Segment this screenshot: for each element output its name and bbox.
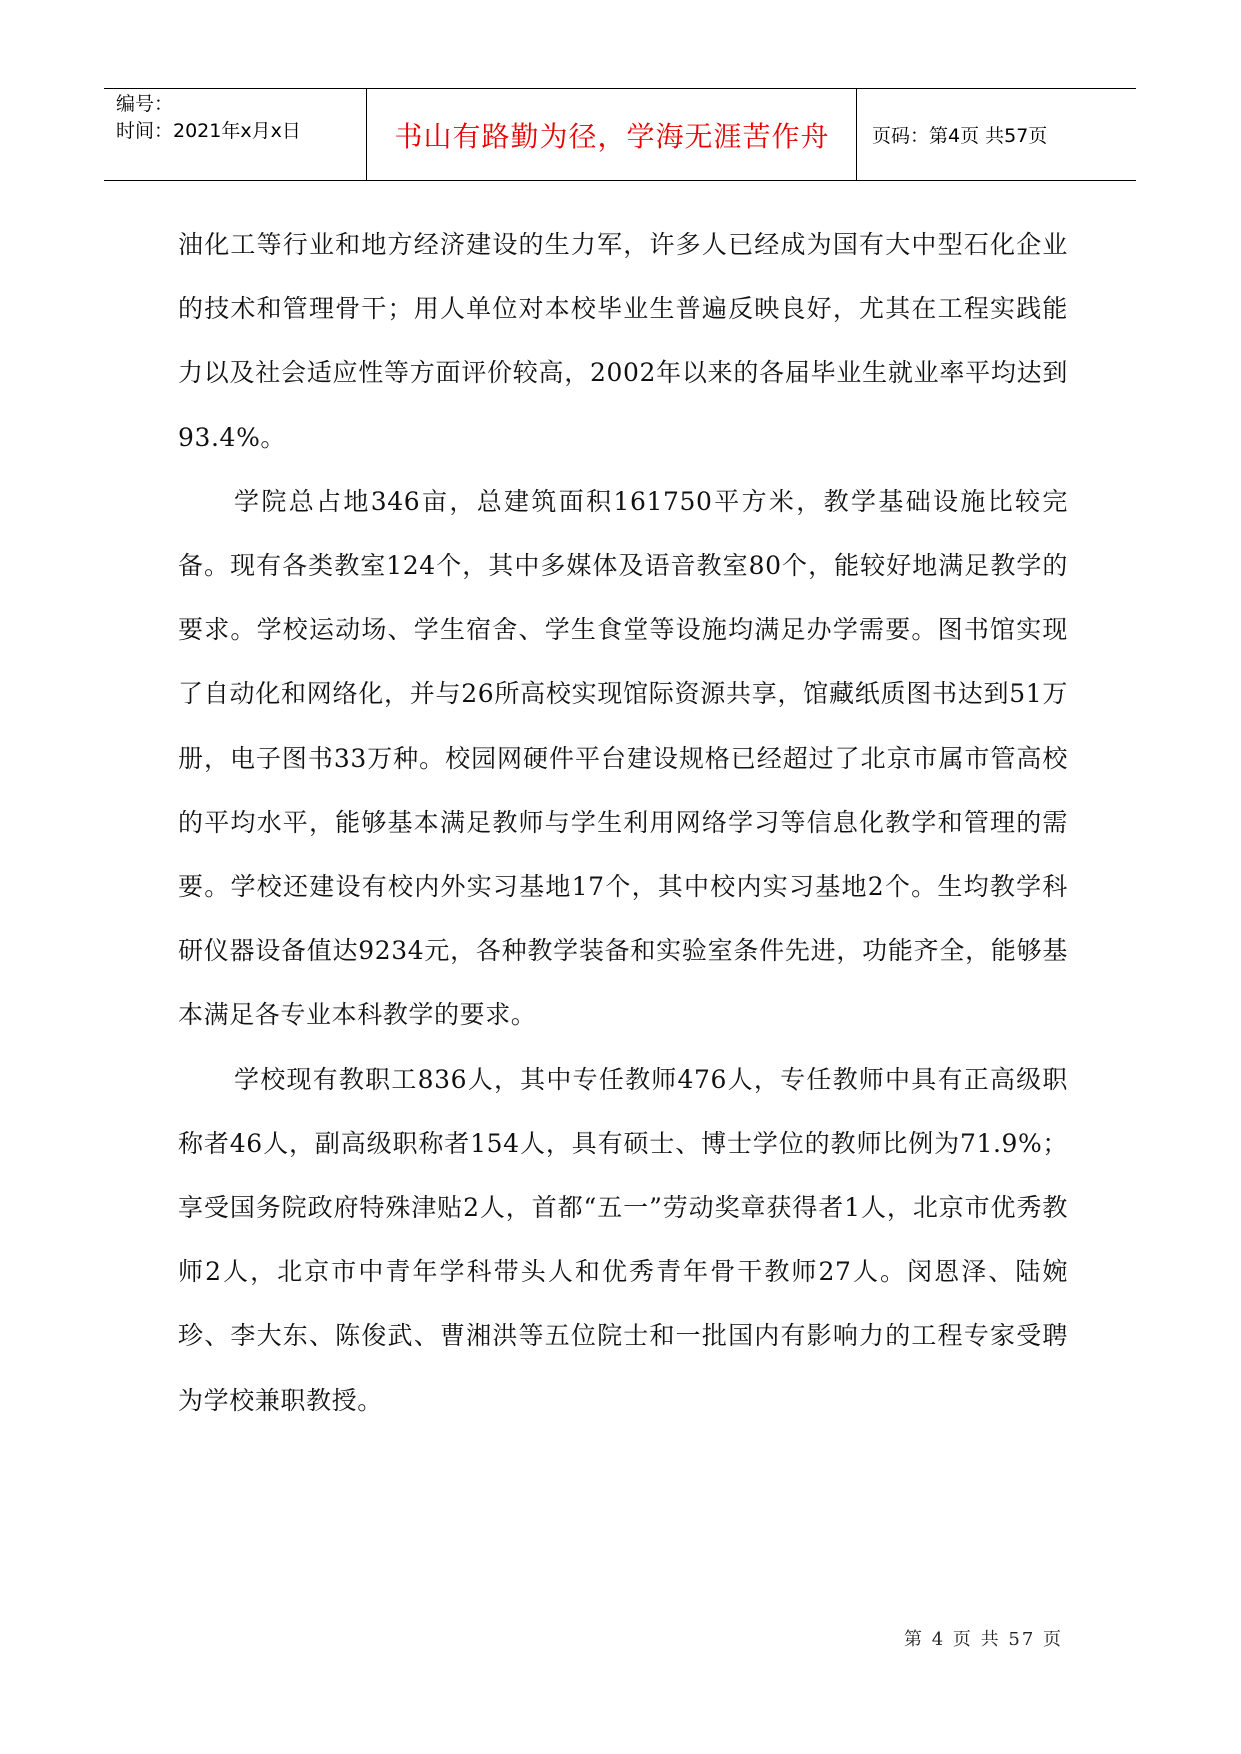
header-divider-right: [856, 89, 857, 180]
serial-number-label: 编号：: [116, 93, 174, 115]
header-meta: [116, 91, 366, 145]
paragraph-graduates: 油化工等行业和地方经济建设的生力军，许多人已经成为国有大中型石化企业的技术和管理骨干；用人单位对本校毕业生普遍反映良好，尤其在工程实践能力以及社会适应性等方面评价较高，2002年以来的各届毕业生就业率平均达到93.4%。: [178, 230, 1068, 452]
footer-page-number: 第 4 页 共 57 页: [904, 1629, 1063, 1650]
header-motto: 书山有路勤为径，学海无涯苦作舟: [394, 119, 830, 153]
paragraph-facilities: 学院总占地346亩，总建筑面积161750平方米，教学基础设施比较完备。现有各类教室124个，其中多媒体及语音教室80个，能较好地满足教学的要求。学校运动场、学生宿舍、学生食堂等设施均满足办学需要。图书馆实现了自动化和网络化，并与26所高校实现馆际资源共享，馆藏纸质图书达到51万册，电子图书33万种。校园网硬件平台建设规格已经超过了北京市属市管高校的平均水平，能够基本满足教师与学生利用网络学习等信息化教学和管理的需要。学校还建设有校内外实习基地17个，其中校内实习基地2个。生均教学科研仪器设备值达9234元，各种教学装备和实验室条件先进，功能齐全，能够基本满足各专业本科教学的要求。: [178, 486, 1068, 1030]
document-body: [178, 213, 1068, 1433]
header-divider-left: [366, 89, 367, 180]
header-page-number: 页码：第4页 共57页: [872, 125, 1048, 147]
paragraph-faculty: 学校现有教职工836人，其中专任教师476人，专任教师中具有正高级职称者46人，副高级职称者154人，具有硕士、博士学位的教师比例为71.9%；享受国务院政府特殊津贴2人，首都“五一”劳动奖章获得者1人，北京市优秀教师2人，北京市中青年学科带头人和优秀青年骨干教师27人。闵恩泽、陆婉珍、李大东、陈俊武、曹湘洪等五位院士和一批国内有影响力的工程专家受聘为学校兼职教授。: [178, 1064, 1068, 1415]
time-label: 时间：2021年x月x日: [116, 120, 301, 142]
page-header: [104, 88, 1136, 181]
